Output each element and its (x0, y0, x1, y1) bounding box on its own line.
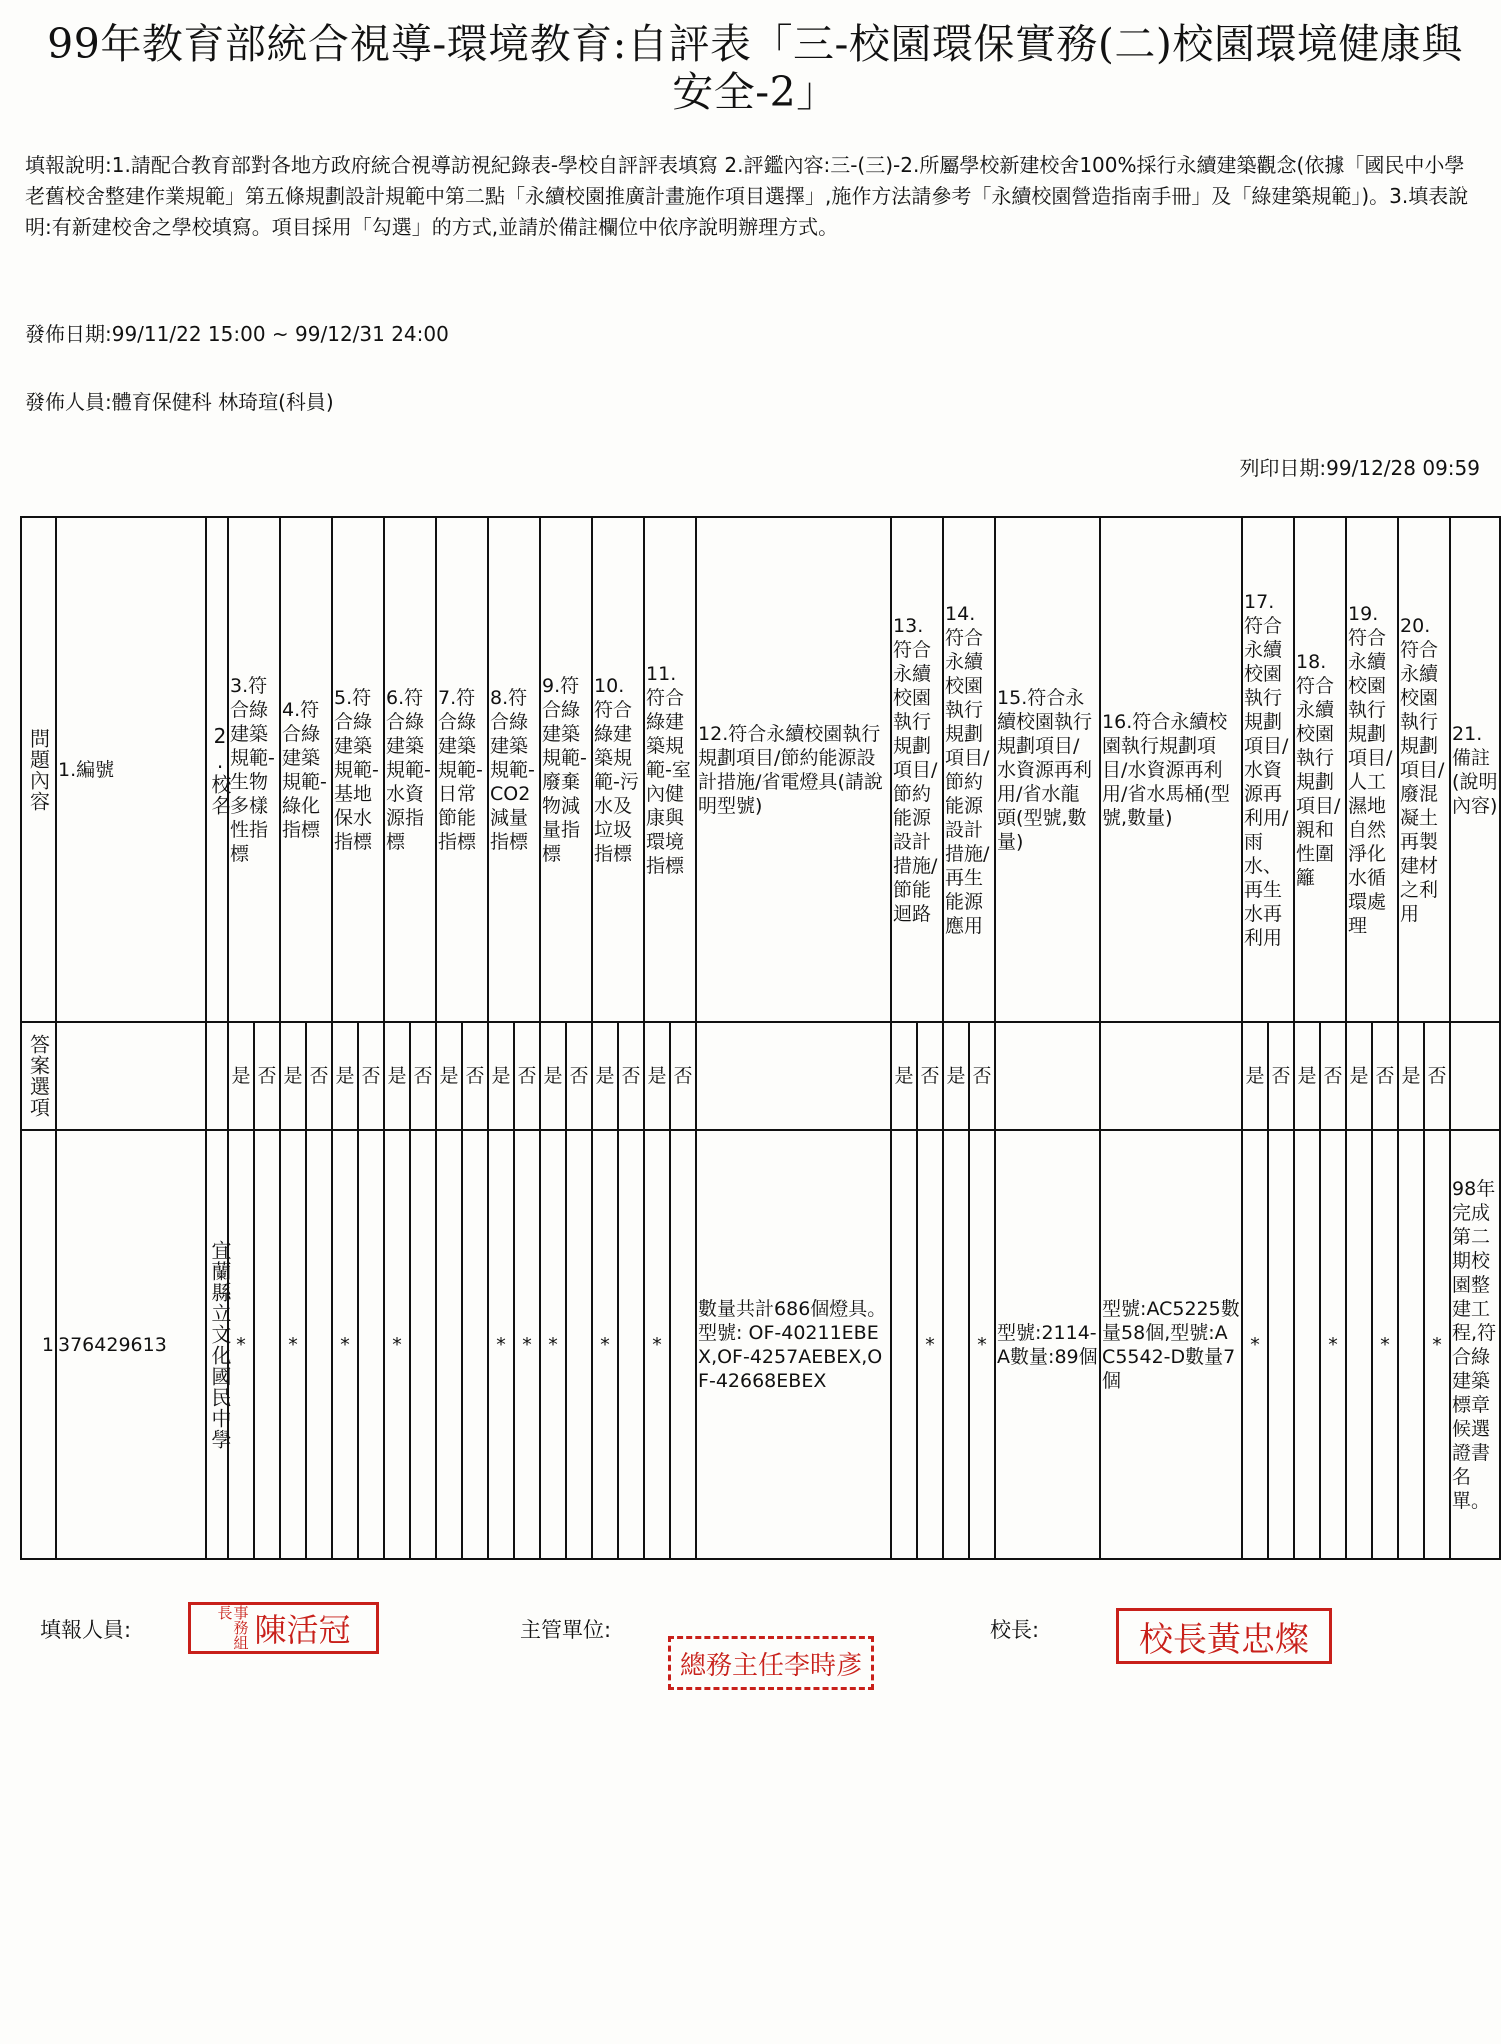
print-date: 列印日期:99/12/28 09:59 (1239, 456, 1480, 480)
check-mark: * (540, 1130, 566, 1559)
check-mark: * (488, 1130, 514, 1559)
answer-options-row (21, 1022, 1500, 1130)
col-header-14: 14.符合永續校園執行規劃項目/節約能源設計措施/再生能源應用 (943, 517, 995, 1022)
answer-label-cell: 答案選項 (21, 1022, 56, 1130)
evaluation-table (20, 516, 1501, 1560)
col-header-20: 20.符合永續校園執行規劃項目/廢混凝土再製建材之利用 (1398, 517, 1450, 1022)
col-header-15: 15.符合永續校園執行規劃項目/水資源再利用/省水龍頭(型號,數量) (995, 517, 1100, 1022)
col-header-16: 16.符合永續校園執行規劃項目/水資源再利用/省水馬桶(型號,數量) (1100, 517, 1242, 1022)
check-mark: * (514, 1130, 540, 1559)
col-header-13: 13.符合永續校園執行規劃項目/節約能源設計措施/節能迴路 (891, 517, 943, 1022)
option-yes: 是 (1398, 1022, 1424, 1130)
school-id: 376429613 (56, 1130, 206, 1559)
option-yes: 是 (891, 1022, 917, 1130)
faucet-details: 型號:2114-A數量:89個 (995, 1130, 1100, 1559)
check-mark: * (1320, 1130, 1346, 1559)
check-mark: * (592, 1130, 618, 1559)
col-header-10: 10.符合綠建築規範-污水及垃圾指標 (592, 517, 644, 1022)
col-header-4: 4.符合綠建築規範-綠化指標 (280, 517, 332, 1022)
option-yes: 是 (943, 1022, 969, 1130)
filler-stamp: 事務組長 陳活冠 (188, 1602, 379, 1654)
check-mark: * (969, 1130, 995, 1559)
check-mark: * (228, 1130, 254, 1559)
option-yes: 是 (488, 1022, 514, 1130)
col-header-19: 19.符合永續校園執行規劃項目/人工濕地自然淨化水循環處理 (1346, 517, 1398, 1022)
option-no: 否 (1424, 1022, 1450, 1130)
publish-date: 發佈日期:99/11/22 15:00 ~ 99/12/31 24:00 (25, 322, 449, 346)
col-header-7: 7.符合綠建築規範-日常節能指標 (436, 517, 488, 1022)
option-no: 否 (1372, 1022, 1398, 1130)
option-no: 否 (410, 1022, 436, 1130)
option-no: 否 (514, 1022, 540, 1130)
school-name-cell: 宜蘭縣立文化國民中學 (206, 1130, 228, 1559)
instructions-text: 填報說明:1.請配合教育部對各地方政府統合視導訪視紀錄表-學校自評評表填寫 2.評鑑內容:三-(三)-2.所屬學校新建校舍100%採行永續建築觀念(依據「國民中小學老舊校舍整建作業規範」第五條規劃設計規範中第二點「永續校園推廣計畫施作項目選擇」,施作方法請參考「永續校園營造指南手冊」及「綠建築規範」)。3.填表說明:有新建校舍之學校填寫。項目採用「勾選」的方式,並請於備註欄位中依序說明辦理方式。 (25, 153, 1469, 239)
option-no: 否 (670, 1022, 696, 1130)
principal-label: 校長: (990, 1618, 1040, 1642)
option-no: 否 (566, 1022, 592, 1130)
check-mark: * (280, 1130, 306, 1559)
col-header-17: 17.符合永續校園執行規劃項目/水資源再利用/雨水、再生水再利用 (1242, 517, 1294, 1022)
option-no: 否 (358, 1022, 384, 1130)
col-header-1: 1.編號 (56, 517, 206, 1022)
check-mark: * (917, 1130, 943, 1559)
col-header-5: 5.符合綠建築規範-基地保水指標 (332, 517, 384, 1022)
col-header-18: 18.符合永續校園執行規劃項目/親和性圍籬 (1294, 517, 1346, 1022)
option-no: 否 (1320, 1022, 1346, 1130)
col-header-6: 6.符合綠建築規範-水資源指標 (384, 517, 436, 1022)
option-yes: 是 (332, 1022, 358, 1130)
col-header-9: 9.符合綠建築規範-廢棄物減量指標 (540, 517, 592, 1022)
lighting-fixture-details: 數量共計686個燈具。型號: OF-40211EBEX,OF-4257AEBEX,OF-42668EBEX (696, 1130, 891, 1559)
option-yes: 是 (592, 1022, 618, 1130)
page-title: 99年教育部統合視導-環境教育:自評表「三-校園環保實務(二)校園環境健康與安全-2」 (47, 20, 1463, 116)
option-yes: 是 (540, 1022, 566, 1130)
table-row (21, 1130, 1500, 1559)
option-no: 否 (917, 1022, 943, 1130)
check-mark: * (332, 1130, 358, 1559)
row-index: 1 (21, 1130, 56, 1559)
option-no: 否 (618, 1022, 644, 1130)
col-header-3: 3.符合綠建築規範-生物多樣性指標 (228, 517, 280, 1022)
check-mark: * (644, 1130, 670, 1559)
publisher: 發佈人員:體育保健科 林琦瑄(科員) (25, 390, 334, 414)
option-yes: 是 (384, 1022, 410, 1130)
option-no: 否 (462, 1022, 488, 1130)
option-yes: 是 (436, 1022, 462, 1130)
unit-stamp: 總務主任李時彥 (668, 1636, 874, 1690)
col-header-11: 11.符合綠建築規範-室內健康與環境指標 (644, 517, 696, 1022)
option-yes: 是 (1242, 1022, 1268, 1130)
option-no: 否 (306, 1022, 332, 1130)
toilet-details: 型號:AC5225數量58個,型號:AC5542-D數量7個 (1100, 1130, 1242, 1559)
option-no: 否 (969, 1022, 995, 1130)
option-yes: 是 (228, 1022, 254, 1130)
col-header-8: 8.符合綠建築規範-CO2減量指標 (488, 517, 540, 1022)
principal-stamp: 校長黃忠燦 (1116, 1608, 1332, 1664)
check-mark: * (1372, 1130, 1398, 1559)
check-mark: * (384, 1130, 410, 1559)
option-yes: 是 (1294, 1022, 1320, 1130)
filler-label: 填報人員: (40, 1618, 132, 1642)
col-header-21: 21.備註(說明內容) (1450, 517, 1500, 1022)
check-mark: * (1424, 1130, 1450, 1559)
col-header-12: 12.符合永續校園執行規劃項目/節約能源設計措施/省電燈具(請說明型號) (696, 517, 891, 1022)
option-no: 否 (254, 1022, 280, 1130)
header-row (21, 517, 1500, 1022)
option-yes: 是 (644, 1022, 670, 1130)
check-mark: * (1242, 1130, 1268, 1559)
col-header-2: 2.校名 (206, 517, 228, 1022)
question-label-cell: 問題內容 (21, 517, 56, 1022)
option-yes: 是 (1346, 1022, 1372, 1130)
option-no: 否 (1268, 1022, 1294, 1130)
option-yes: 是 (280, 1022, 306, 1130)
unit-label: 主管單位: (520, 1618, 612, 1642)
remarks: 98年完成第二期校園整建工程,符合綠建築標章候選證書名單。 (1450, 1130, 1500, 1559)
